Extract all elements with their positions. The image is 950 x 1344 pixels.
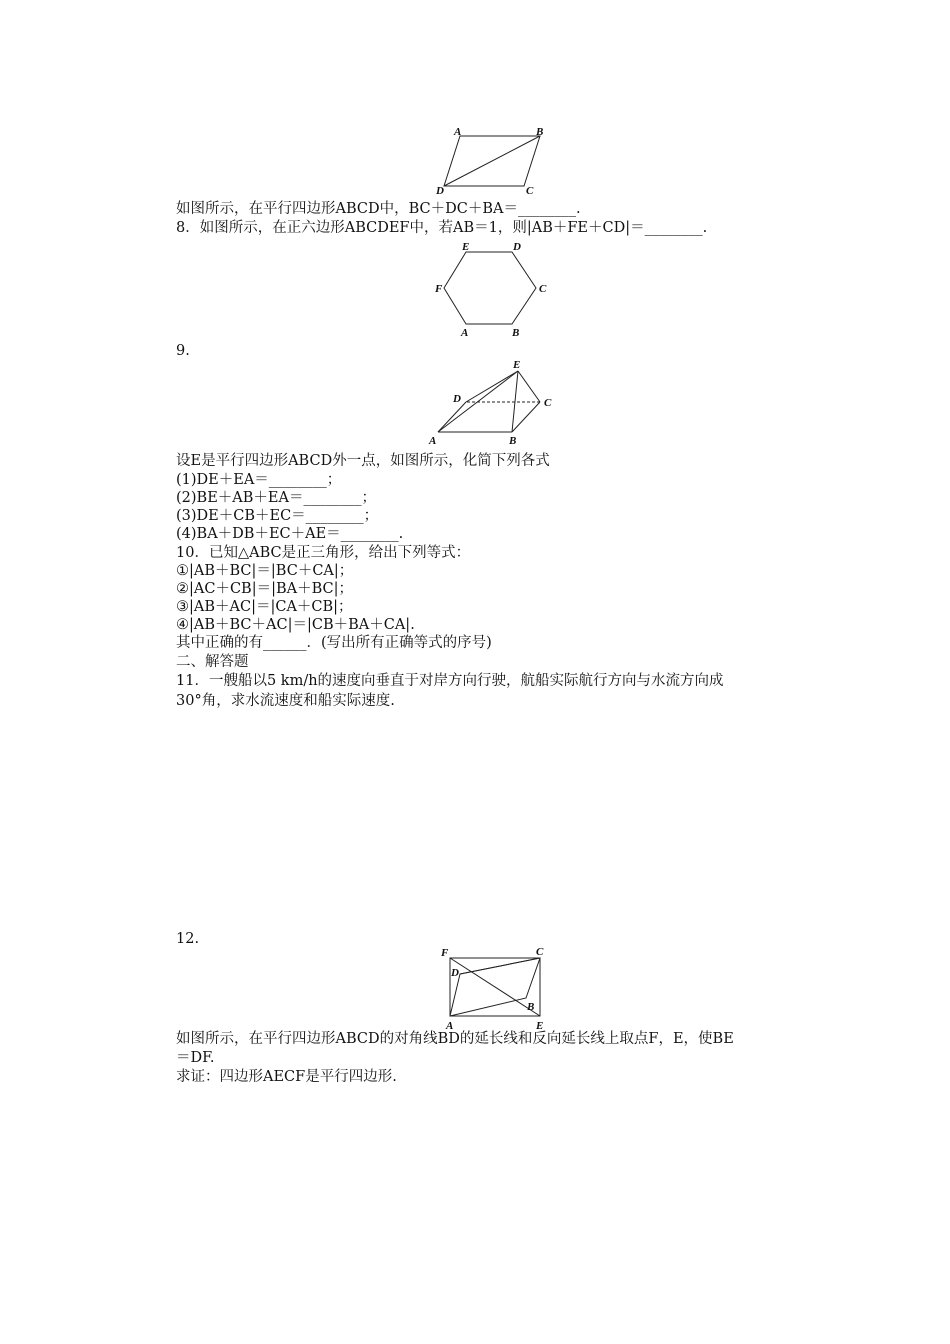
question-11-line-2: 30°角，求水流速度和船实际速度. xyxy=(176,693,395,709)
question-10-item-1: ①|AB＋BC|＝|BC＋CA|； xyxy=(176,563,354,579)
label-d: D xyxy=(436,185,444,197)
question-11-line-1: 11．一艘船以5 km/h的速度向垂直于对岸方向行驶，航船实际航行方向与水流方向成 xyxy=(176,673,724,689)
question-10-text: 10．已知△ABC是正三角形，给出下列等式： xyxy=(176,545,471,561)
figure-parallelogram-aecf xyxy=(436,944,552,1030)
question-10-answer: 其中正确的有______．(写出所有正确等式的序号) xyxy=(176,635,492,651)
question-9-number: 9. xyxy=(176,343,190,359)
question-10-item-4: ④|AB＋BC＋AC|＝|CB＋BA＋CA|. xyxy=(176,617,415,633)
label-b: B xyxy=(527,1001,535,1013)
question-9-item-3: (3)DE＋CB＋EC＝________； xyxy=(176,508,379,524)
question-12-line-3: 求证：四边形AECF是平行四边形. xyxy=(176,1069,397,1085)
question-9-text: 设E是平行四边形ABCD外一点，如图所示，化简下列各式 xyxy=(176,453,550,469)
label-f: F xyxy=(435,283,443,295)
label-a: A xyxy=(454,126,462,138)
question-12-number: 12. xyxy=(176,931,200,947)
label-a: A xyxy=(446,1020,454,1030)
label-a: A xyxy=(429,435,437,447)
label-c: C xyxy=(526,185,534,197)
label-f: F xyxy=(441,947,449,959)
question-12-line-2: ＝DF. xyxy=(176,1050,215,1066)
question-12-line-1: 如图所示，在平行四边形ABCD的对角线BD的延长线和反向延长线上取点F，E，使BE xyxy=(176,1031,734,1047)
question-9-item-4: (4)BA＋DB＋EC＋AE＝________. xyxy=(176,526,404,542)
label-b: B xyxy=(512,327,520,339)
label-c: C xyxy=(539,283,547,295)
label-d: D xyxy=(513,241,521,253)
question-8-text: 8．如图所示，在正六边形ABCDEF中，若AB＝1，则|AB＋FE＋CD|＝________. xyxy=(176,220,708,236)
label-d: D xyxy=(453,393,461,405)
label-b: B xyxy=(536,126,544,138)
question-10-item-3: ③|AB＋AC|＝|CA＋CB|； xyxy=(176,599,353,615)
label-d: D xyxy=(451,967,459,979)
label-e: E xyxy=(462,241,470,253)
label-b: B xyxy=(509,435,517,447)
label-c: C xyxy=(536,946,544,958)
figure-parallelogram-abcd xyxy=(430,122,550,198)
figure-pyramid-eabcd xyxy=(424,356,564,448)
label-a: A xyxy=(461,327,469,339)
question-9-item-1: (1)DE＋EA＝________； xyxy=(176,472,342,488)
question-7-text: 如图所示，在平行四边形ABCD中，BC＋DC＋BA＝________. xyxy=(176,201,581,217)
question-10-item-2: ②|AC＋CB|＝|BA＋BC|； xyxy=(176,581,354,597)
label-c: C xyxy=(544,397,552,409)
question-9-item-2: (2)BE＋AB＋EA＝________； xyxy=(176,490,376,506)
label-e: E xyxy=(536,1020,544,1030)
figure-hexagon-abcdef xyxy=(430,238,550,340)
section-title: 二、解答题 xyxy=(176,654,249,670)
label-e: E xyxy=(513,359,521,371)
